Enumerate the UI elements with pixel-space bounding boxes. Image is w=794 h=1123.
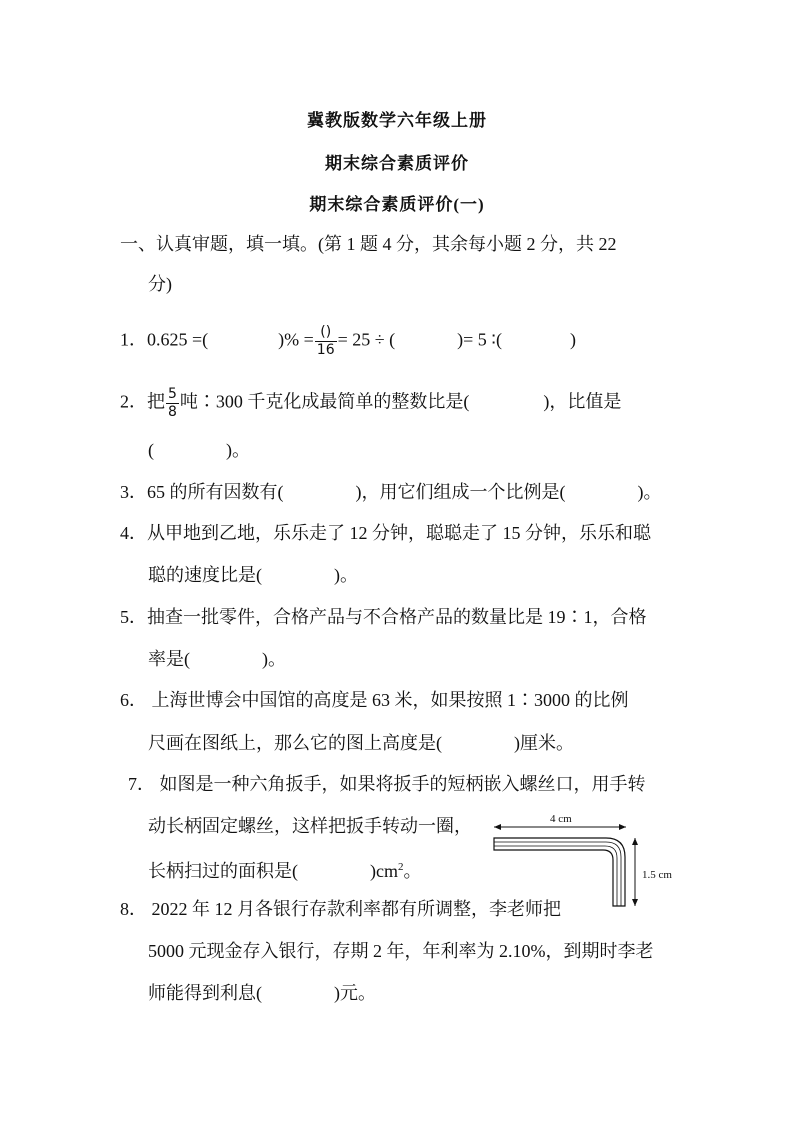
question-2-cont: ( )。 [148, 440, 250, 460]
question-6-cont: 尺画在图纸上，那么它的图上高度是( )厘米。 [148, 733, 574, 753]
fraction: $\frac{()}{16}$ [316, 324, 335, 358]
section-heading: 一、认真审题，填一填。(第 1 题 4 分，其余每小题 2 分，共 22 [120, 234, 617, 254]
page-subtitle: 期末综合素质评价 [325, 154, 469, 173]
section-heading-cont: 分) [148, 274, 172, 294]
arrow-left-icon [494, 824, 501, 830]
question-8-cont2: 师能得到利息( )元。 [148, 983, 376, 1003]
question-7: 7． 如图是一种六角扳手，如果将扳手的短柄嵌入螺丝口，用手转 [128, 774, 646, 794]
fraction: $\frac{5}{8}$ [168, 386, 177, 420]
question-1: 1．0.625 =( )% = $\frac{()}{16}$ = 25 ÷ ( )= 5 ∶( ) [120, 324, 576, 358]
question-3: 3．65 的所有因数有( )，用它们组成一个比例是( )。 [120, 482, 662, 502]
question-number: 1． [120, 329, 147, 350]
question-7-cont: 动长柄固定螺丝，这样把扳手转动一圈， [148, 816, 472, 836]
arrow-up-icon [632, 838, 638, 845]
arrow-down-icon [632, 899, 638, 906]
question-4: 4．从甲地到乙地，乐乐走了 12 分钟，聪聪走了 15 分钟，乐乐和聪 [120, 523, 651, 543]
page-title: 冀教版数学六年级上册 [307, 111, 487, 130]
question-5-cont: 率是( )。 [148, 649, 286, 669]
question-8: 8． 2022 年 12 月各银行存款利率都有所调整，李老师把 [120, 899, 561, 919]
question-2: 2．把 $\frac{5}{8}$ 吨∶300 千克化成最简单的整数比是( )，比值是 [120, 386, 622, 420]
wrench-body [494, 838, 625, 906]
question-7-cont2: 长柄扫过的面积是( )$cm^2$。 [148, 861, 422, 881]
question-4-cont: 聪的速度比是( )。 [148, 565, 358, 585]
question-6: 6． 上海世博会中国馆的高度是 63 米，如果按照 1∶3000 的比例 [120, 690, 629, 710]
arrow-right-icon [619, 824, 626, 830]
section-title: 期末综合素质评价(一) [309, 195, 485, 214]
question-8-cont: 5000 元现金存入银行，存期 2 年，年利率为 2.10%，到期时李老 [148, 941, 654, 961]
height-label: 1.5 cm [642, 869, 672, 881]
question-5: 5．抽查一批零件，合格产品与不合格产品的数量比是 19∶1，合格 [120, 607, 647, 627]
length-label: 4 cm [550, 813, 572, 825]
